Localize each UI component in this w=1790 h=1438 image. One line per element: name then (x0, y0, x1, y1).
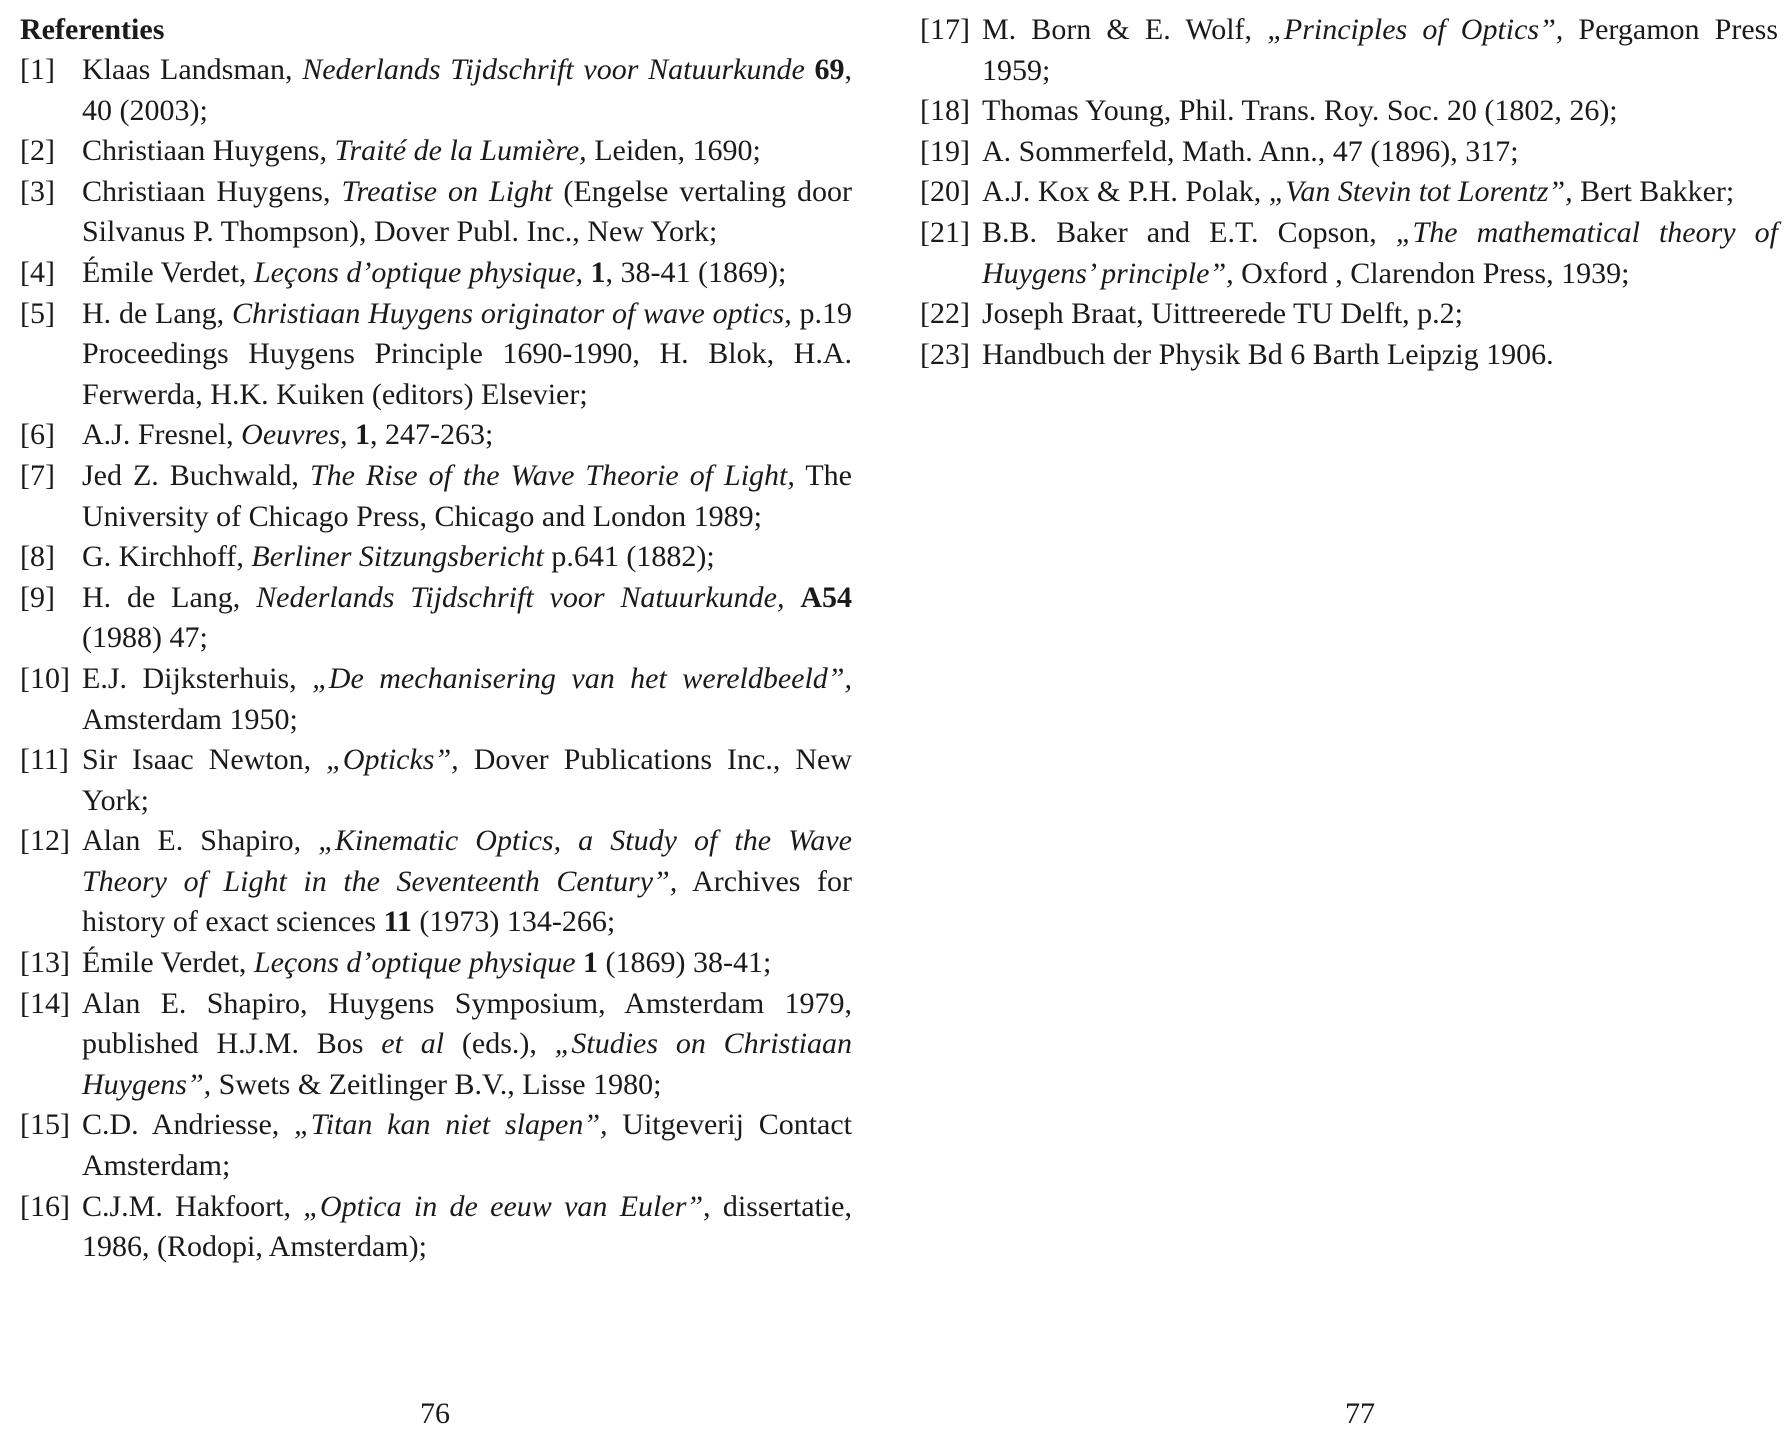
reference-title: Nederlands Tijdschrift voor Natuurkunde, (256, 580, 785, 614)
reference-text (82, 821, 852, 943)
page-left (0, 0, 880, 1438)
reference-fragment: (1869) 38-41; (598, 946, 772, 980)
reference-number: [22] (920, 297, 970, 331)
reference-item (20, 943, 852, 984)
reference-item (920, 91, 1778, 132)
reference-title: „Studies on Christiaan Huygens”, (82, 1027, 852, 1101)
reference-text (982, 213, 1778, 294)
reference-fragment: p.19 Proceedings Huygens Principle 1690-1990, H. Blok, H.A. Ferwerda, H.K. Kuiken (editors) Elsevier; (82, 296, 853, 411)
reference-fragment: M. Born & E. Wolf, (982, 13, 1268, 46)
reference-item (920, 10, 1778, 91)
reference-fragment: , 247-263; (370, 418, 494, 452)
reference-text (82, 1187, 852, 1268)
reference-fragment: Christiaan Huygens, (82, 134, 335, 168)
reference-text (82, 659, 852, 740)
reference-fragment: A. Sommerfeld, Math. Ann., 47 (1896), 317; (982, 134, 1519, 168)
reference-fragment: p.641 (1882); (543, 540, 715, 574)
reference-fragment: Swets & Zeitlinger B.V., Lisse 1980; (211, 1067, 662, 1101)
reference-volume: A54 (800, 580, 853, 614)
reference-number: [3] (20, 174, 55, 208)
reference-volume: 1 (590, 255, 606, 289)
reference-text (82, 172, 852, 253)
reference-item (20, 537, 852, 578)
reference-number: [15] (20, 1108, 70, 1142)
reference-fragment: Alan E. Shapiro, (82, 824, 319, 858)
reference-text (982, 132, 1778, 173)
reference-text (82, 253, 852, 294)
reference-title: „Titan kan niet slapen”, (294, 1108, 608, 1142)
reference-text (82, 578, 852, 659)
reference-item (20, 659, 852, 740)
reference-fragment: Joseph Braat, Uittreerede TU Delft, p.2; (982, 297, 1463, 331)
reference-fragment: Uitgeverij Contact Amsterdam; (82, 1108, 852, 1183)
reference-number: [2] (20, 134, 55, 168)
reference-fragment: Amsterdam 1950; (82, 702, 298, 736)
reference-item (920, 172, 1778, 213)
reference-item (20, 456, 852, 537)
reference-item (20, 578, 852, 659)
reference-fragment: Christiaan Huygens, (82, 174, 342, 208)
reference-text (82, 131, 852, 172)
reference-fragment (576, 946, 584, 979)
reference-number: [16] (20, 1189, 70, 1223)
reference-item (20, 253, 852, 294)
reference-item (920, 132, 1778, 173)
reference-number: [18] (920, 94, 970, 128)
reference-fragment: H. de Lang, (82, 296, 232, 330)
reference-title: et al (381, 1027, 445, 1061)
reference-fragment: Émile Verdet, (82, 255, 254, 289)
page-number-left: 76 (420, 1397, 450, 1430)
reference-text (982, 10, 1778, 91)
reference-text (82, 537, 852, 578)
reference-title: Christiaan Huygens originator of wave optics, (231, 296, 792, 330)
reference-number: [6] (20, 418, 55, 452)
references-heading: Referenties (20, 13, 165, 46)
reference-number: [20] (920, 175, 970, 209)
reference-list-right (920, 10, 1778, 375)
reference-text (982, 91, 1778, 132)
reference-item (20, 740, 852, 821)
reference-text (82, 943, 852, 984)
reference-number: [12] (20, 824, 70, 858)
reference-fragment: , 40 (2003); (82, 53, 852, 127)
reference-title: Traité de la Lumière, (334, 134, 587, 168)
reference-number: [11] (20, 743, 69, 777)
reference-text (82, 456, 852, 537)
reference-volume: 1 (355, 418, 371, 452)
reference-title: „Principles of Optics”, (1267, 13, 1564, 46)
reference-title: „De mechanisering van het wereldbeeld”, (312, 661, 852, 695)
reference-fragment: Archives for history of exact sciences (82, 864, 852, 939)
reference-number: [8] (20, 540, 55, 574)
reference-title: „Opticks”, (326, 743, 459, 777)
reference-text (82, 740, 852, 821)
reference-fragment: Pergamon Press 1959; (982, 13, 1778, 87)
reference-item (20, 131, 852, 172)
reference-fragment: Jed Z. Buchwald, (82, 458, 310, 492)
reference-number: [7] (20, 458, 55, 492)
reference-volume: 11 (383, 905, 412, 939)
reference-number: [9] (20, 580, 55, 614)
reference-item (20, 1105, 852, 1186)
reference-fragment: A.J. Fresnel, (82, 418, 242, 452)
reference-number: [14] (20, 986, 70, 1020)
reference-number: [17] (920, 13, 970, 46)
reference-item (20, 984, 852, 1106)
reference-fragment (805, 53, 815, 86)
reference-title: The Rise of the Wave Theorie of Light, (309, 458, 795, 492)
reference-list-left (20, 50, 852, 1268)
reference-text (82, 984, 852, 1106)
reference-fragment: Leiden, 1690; (586, 134, 761, 168)
reference-title: „Kinematic Optics, a Study of the Wave Theory of Light in the Seventeenth Century”, (82, 824, 852, 898)
reference-number: [5] (20, 296, 55, 330)
reference-text (82, 294, 852, 416)
page-right (920, 0, 1790, 1438)
reference-text (82, 1105, 852, 1186)
reference-fragment (348, 418, 356, 451)
page-number-right: 77 (1345, 1397, 1375, 1430)
reference-fragment (785, 581, 801, 614)
reference-fragment: A.J. Kox & P.H. Polak, (982, 175, 1269, 209)
reference-item (920, 335, 1778, 376)
reference-fragment: Alan E. Shapiro, Huygens Symposium, Amsterdam 1979, published H.J.M. Bos (82, 986, 852, 1061)
reference-fragment: Handbuch der Physik Bd 6 Barth Leipzig 1906. (982, 337, 1554, 371)
reference-item (20, 172, 852, 253)
reference-text (82, 415, 852, 456)
reference-number: [4] (20, 255, 55, 289)
reference-fragment: Oxford , Clarendon Press, 1939; (1233, 256, 1630, 290)
reference-item (20, 1187, 852, 1268)
reference-fragment: E.J. Dijksterhuis, (82, 661, 313, 695)
reference-title: „The mathematical theory of Huygens’ principle”, (982, 215, 1778, 290)
reference-title: Leçons d’optique physique (253, 946, 576, 980)
reference-text (82, 50, 852, 131)
reference-number: [1] (20, 53, 55, 86)
reference-text (982, 172, 1778, 213)
reference-number: [21] (920, 215, 970, 249)
reference-fragment: (eds.), (444, 1027, 555, 1061)
reference-fragment: The University of Chicago Press, Chicago and London 1989; (82, 458, 852, 533)
reference-item (920, 294, 1778, 335)
reference-number: [19] (920, 134, 970, 168)
reference-text (982, 294, 1778, 335)
reference-number: [23] (920, 337, 970, 371)
reference-fragment: Bert Bakker; (1572, 175, 1735, 209)
reference-number: [10] (20, 661, 70, 695)
reference-volume: 1 (583, 946, 599, 980)
reference-item (920, 213, 1778, 294)
reference-number: [13] (20, 946, 70, 980)
reference-fragment: B.B. Baker and E.T. Copson, (982, 215, 1396, 249)
reference-fragment: G. Kirchhoff, (82, 540, 252, 574)
reference-item (20, 294, 852, 416)
reference-fragment: C.J.M. Hakfoort, (82, 1189, 304, 1223)
reference-fragment: , 38-41 (1869); (605, 255, 787, 289)
reference-title: „Optica in de eeuw van Euler”, (303, 1189, 711, 1223)
reference-fragment: C.D. Andriesse, (82, 1108, 295, 1142)
reference-fragment: Thomas Young, Phil. Trans. Roy. Soc. 20 (1802, 26); (982, 94, 1618, 128)
reference-fragment: (Engelse vertaling door Silvanus P. Thompson), Dover Publ. Inc., New York; (82, 174, 853, 249)
reference-volume: 69 (814, 53, 845, 86)
reference-title: Nederlands Tijdschrift voor Natuurkunde (302, 53, 805, 86)
reference-fragment: (1988) 47; (82, 621, 208, 655)
reference-item (20, 821, 852, 943)
reference-title: Oeuvres, (241, 418, 348, 452)
reference-fragment: Klaas Landsman, (82, 53, 303, 86)
reference-item (20, 415, 852, 456)
reference-text (982, 335, 1778, 376)
reference-fragment: Sir Isaac Newton, (82, 743, 327, 777)
reference-title: „Van Stevin tot Lorentz”, (1268, 175, 1573, 209)
reference-title: Treatise on Light (341, 174, 553, 208)
reference-fragment: Dover Publications Inc., New York; (82, 743, 852, 817)
reference-fragment: Émile Verdet, (82, 946, 254, 980)
reference-fragment: H. de Lang, (82, 580, 257, 614)
reference-title: Leçons d’optique physique, (253, 255, 584, 289)
reference-fragment: (1973) 134-266; (411, 905, 616, 939)
reference-title: Berliner Sitzungsbericht (251, 540, 544, 574)
reference-fragment (583, 256, 591, 289)
reference-fragment: dissertatie, 1986, (Rodopi, Amsterdam); (82, 1189, 852, 1264)
reference-item (20, 50, 852, 131)
